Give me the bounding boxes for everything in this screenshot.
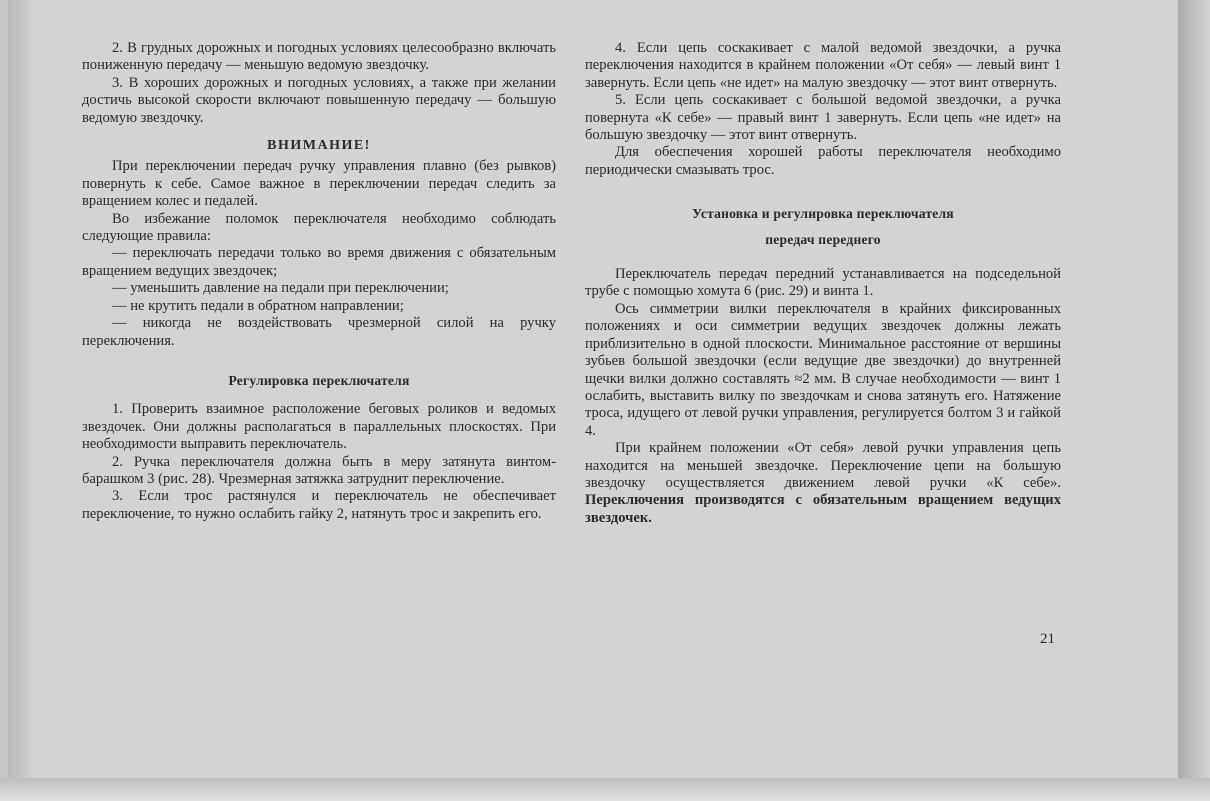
paragraph-last [585, 440, 1061, 527]
paragraph: 3. Если трос растянулся и переключатель не обеспечивает переключение, то нужно ослабить гайку 2, натянуть трос и закрепить его. [82, 488, 556, 522]
list-item: — уменьшить давление на педали при переключении; [112, 280, 449, 297]
paragraph: Ось симметрии вилки переключателя в крайних фиксированных положениях и оси симметрии ведущих звездочек должны лежать приблизительно в одной плоскости. Минимальное расстояние от вершины зубьев большой звездочки (если ведущие две звездочки) до внутренней щечки вилки должно составлять ≈2 мм. В случае необходимости — винт 1 ослабить, выставить вилку по звездочкам и снова затянуть его. Натяжение троса, идущего от левой ручки управления, регулируется болтом 3 и гайкой 4. [585, 300, 1061, 439]
page-edge-right [1178, 0, 1210, 801]
list-item: — никогда не воздействовать чрезмерной силой на ручку переключения. [82, 315, 556, 349]
spine-shadow [8, 0, 34, 778]
paragraph: 5. Если цепь соскакивает с большой ведомой звездочки, а ручка повернута «К себе» — правый винт 1 завернуть. Если цепь «не идет» на большую звездочку — этот винт отвернуть. [585, 92, 1061, 144]
page-number: 21 [1040, 631, 1055, 647]
paragraph: 2. Ручка переключателя должна быть в меру затянута винтом-барашком 3 (рис. 28). Чрезмерная затяжка затруднит переключение. [82, 453, 556, 487]
section-heading-line-2: передач переднего [765, 231, 881, 247]
paragraph: При переключении передач ручку управления плавно (без рывков) повернуть к себе. Самое важное в переключении передач следить за вращением колес и педалей. [82, 158, 556, 210]
right-column [585, 40, 1061, 527]
paragraph: Во избежание поломок переключателя необходимо соблюдать следующие правила: [82, 210, 556, 245]
paragraph: Для обеспечения хорошей работы переключателя необходимо периодически смазывать трос. [585, 144, 1061, 178]
paragraph: 4. Если цепь соскакивает с малой ведомой звездочки, а ручка переключения находится в крайнем положении «От себя» — левый винт 1 завернуть. Если цепь «не идет» на малую звездочку — этот винт отвернуть. [585, 40, 1061, 91]
page-edge-bottom [0, 778, 1210, 801]
paragraph: 2. В грудных дорожных и погодных условиях целесообразно включать пониженную передачу — меньшую ведомую звездочку. [82, 40, 556, 74]
left-column [82, 40, 556, 523]
list-item: — переключать передачи только во время движения с обязательным вращением ведущих звездочек; [82, 245, 556, 279]
paragraph: Переключатель передач передний устанавливается на подседельной трубе с помощью хомута 6 (рис. 29) и винта 1. [585, 266, 1061, 300]
paragraph-text: При крайнем положении «От себя» левой ручки управления цепь находится на меньшей звездочке. Переключение цепи на большую звездочку осуществляется движением левой ручки «К себе». [585, 440, 1061, 491]
paragraph: 3. В хороших дорожных и погодных условиях, а также при желании достичь высокой скорости включают повышенную передачу — большую ведомую звездочку. [82, 74, 556, 126]
list-item: — не крутить педали в обратном направлении; [112, 297, 404, 314]
bold-emphasis: Переключения производятся с обязательным вращением ведущих звездочек. [585, 492, 1061, 526]
section-heading: Регулировка переключателя [228, 372, 410, 388]
paragraph: 1. Проверить взаимное расположение беговых роликов и ведомых звездочек. Они должны располагаться в параллельных плоскостях. При необходимости выправить переключатель. [82, 401, 556, 453]
section-heading-line-1: Установка и регулировка переключателя [692, 206, 954, 222]
attention-heading: ВНИМАНИЕ! [267, 138, 371, 154]
